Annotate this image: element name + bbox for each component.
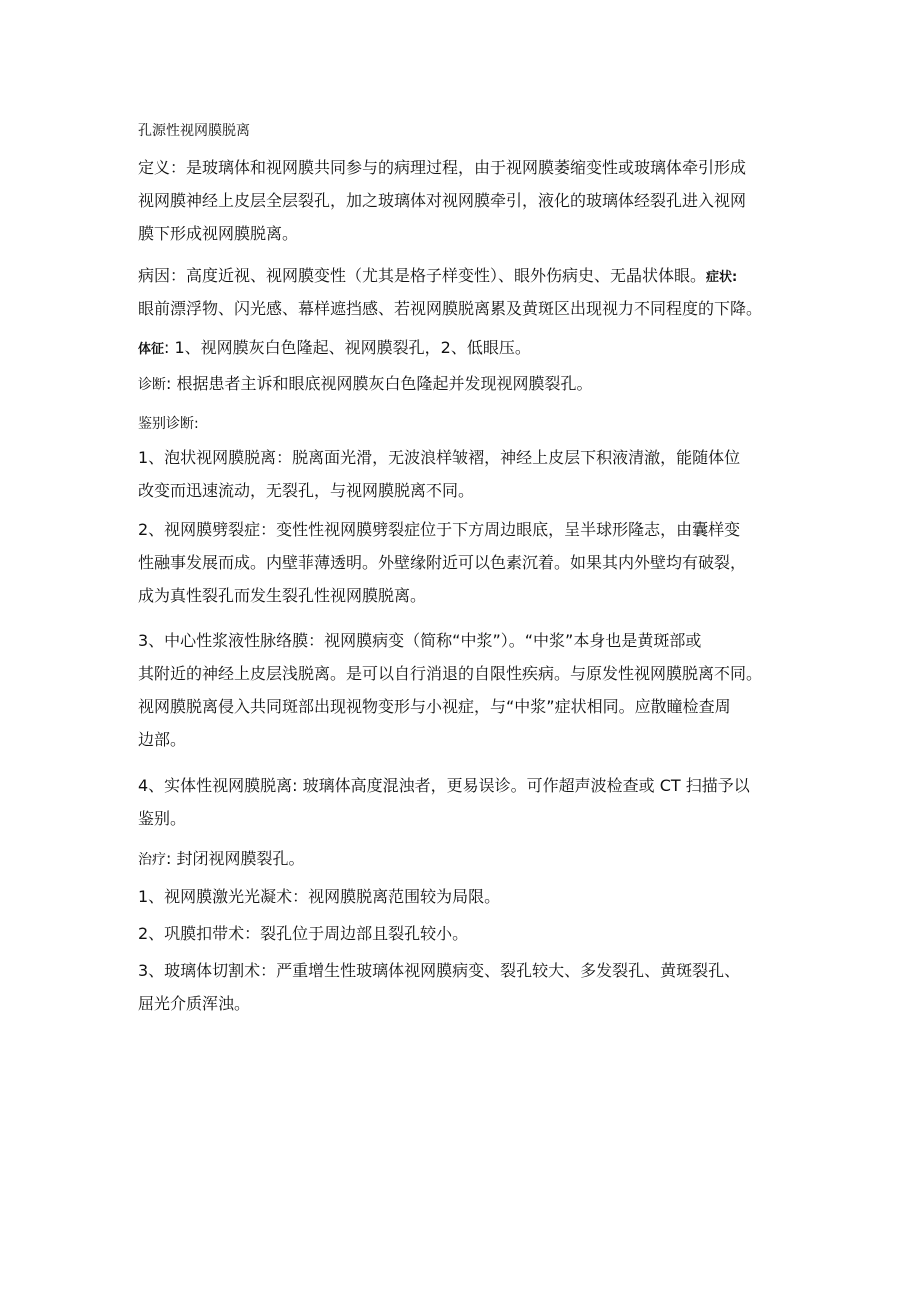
- differential-item-2: [138, 513, 794, 612]
- differential-heading: [138, 408, 794, 441]
- definition-line: 膜下形成视网膜脱离。: [138, 224, 299, 243]
- treatment-item-line: 屈光介质浑浊。: [138, 994, 251, 1013]
- diagnosis-paragraph: [138, 367, 794, 400]
- signs-text: : 1、视网膜灰白色隆起、视网膜裂孔，2、低眼压。: [164, 338, 531, 357]
- differential-line: 鉴别。: [138, 809, 187, 828]
- diagnosis-text: : 根据患者主诉和眼底视网膜灰白色隆起并发现视网膜裂孔。: [166, 374, 593, 393]
- differential-line: 4、实体性视网膜脱离: 玻璃体高度混浊者，更易误诊。可作超声波检查或 CT 扫描予以: [138, 776, 750, 795]
- definition-line: 定义：是玻璃体和视网膜共同参与的病理过程，由于视网膜萎缩变性或玻璃体牵引形成: [138, 158, 747, 177]
- signs-label: 体征: [138, 342, 165, 357]
- differential-item-3: [138, 624, 794, 756]
- differential-item-1: [138, 441, 794, 507]
- signs-paragraph: [138, 331, 794, 364]
- treatment-item-1: [138, 880, 794, 913]
- treatment-item-line: 3、玻璃体切割术：严重增生性玻璃体视网膜病变、裂孔较大、多发裂孔、黄斑裂孔、: [138, 961, 741, 980]
- definition-line: 视网膜神经上皮层全层裂孔，加之玻璃体对视网膜牵引，液化的玻璃体经裂孔进入视网: [138, 191, 747, 210]
- etiology-paragraph: [138, 259, 794, 325]
- treatment-item-2: [138, 917, 794, 950]
- symptoms-label: 症状:: [706, 270, 738, 285]
- differential-line: 其附近的神经上皮层浅脱离。是可以自行消退的自限性疾病。与原发性视网膜脱离不同。: [138, 664, 763, 683]
- definition-paragraph: [138, 151, 794, 250]
- differential-line: 1、泡状视网膜脱离：脱离面光滑，无波浪样皱褶，神经上皮层下积液清澈，能随体位: [138, 448, 741, 467]
- treatment-item-line: 2、巩膜扣带术：裂孔位于周边部且裂孔较小。: [138, 924, 469, 943]
- etiology-line: [138, 259, 794, 292]
- treatment-line: [138, 842, 794, 875]
- differential-line: 成为真性裂孔而发生裂孔性视网膜脱离。: [138, 586, 427, 605]
- signs-line: [138, 331, 794, 364]
- treatment-label: 治疗: [138, 852, 166, 868]
- document-title: 孔源性视网膜脱离: [138, 123, 250, 139]
- differential-line: 改变而迅速流动，无裂孔，与视网膜脱离不同。: [138, 481, 475, 500]
- treatment-item-line: 1、视网膜激光光凝术：视网膜脱离范围较为局限。: [138, 887, 501, 906]
- differential-line: 边部。: [138, 730, 187, 749]
- treatment-paragraph: [138, 842, 794, 875]
- differential-line: 性融事发展而成。内壁菲薄透明。外壁缘附近可以色素沉着。如果其内外壁均有破裂，: [138, 553, 747, 572]
- differential-heading-text: 鉴别诊断:: [138, 416, 199, 432]
- differential-line: 2、视网膜劈裂症：变性性视网膜劈裂症位于下方周边眼底，呈半球形隆志，由囊样变: [138, 520, 741, 539]
- differential-line: 3、中心性浆液性脉络膜：视网膜病变（简称“中浆”）。“中浆”本身也是黄斑部或: [138, 631, 702, 650]
- treatment-text: : 封闭视网膜裂孔。: [166, 849, 305, 868]
- differential-line: 视网膜脱离侵入共同斑部出现视物变形与小视症，与“中浆”症状相同。应散瞳检查周: [138, 697, 731, 716]
- diagnosis-label: 诊断: [138, 377, 166, 393]
- differential-item-4: [138, 769, 794, 835]
- symptoms-line: 眼前漂浮物、闪光感、幕样遮挡感、若视网膜脱离累及黄斑区出现视力不同程度的下降。: [138, 299, 763, 318]
- treatment-item-3: [138, 954, 794, 1020]
- diagnosis-line: [138, 367, 794, 400]
- etiology-text: 病因：高度近视、视网膜变性（尤其是格子样变性）、眼外伤病史、无晶状体眼。: [138, 266, 707, 285]
